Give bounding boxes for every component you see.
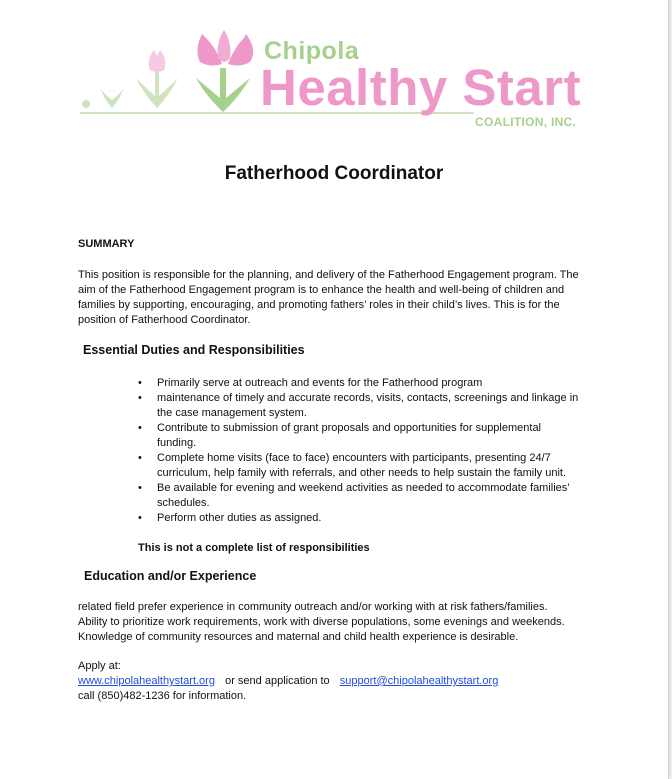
education-line: related field prefer experience in community outreach and/or working with at risk fathers/families.	[78, 601, 548, 613]
list-item-line: • Be available for evening and weekend activities as needed to accommodate families’	[157, 482, 570, 494]
education-heading: Education and/or Experience	[84, 569, 257, 583]
list-item-line: curriculum, help family with referrals, and other needs to help sustain the family unit.	[157, 467, 567, 479]
chipola-healthy-start-logo	[78, 24, 598, 134]
logo-healthy-start-text: Healthy Start	[260, 59, 582, 116]
duties-list	[137, 376, 587, 526]
website-link[interactable]: www.chipolahealthystart.org	[78, 675, 215, 687]
summary-paragraph	[78, 268, 598, 328]
list-item-line: • Contribute to submission of grant proposals and opportunities for supplemental	[157, 422, 542, 434]
list-item	[137, 451, 587, 481]
logo-chipola-text: Chipola	[264, 37, 360, 65]
education-line: Knowledge of community resources and maternal and child health experience is desirable.	[78, 631, 519, 643]
apply-line	[78, 674, 598, 689]
summary-line: aim of the Fatherhood Engagement program is to enhance the health and well-being of children and	[78, 284, 565, 296]
list-item-line: the case management system.	[157, 407, 307, 419]
summary-line: position of Fatherhood Coordinator.	[78, 314, 251, 326]
duties-heading: Essential Duties and Responsibilities	[83, 343, 305, 357]
duties-note: This is not a complete list of responsibilities	[138, 542, 370, 554]
education-line: Ability to prioritize work requirements, work with diverse populations, some evenings and weekends.	[78, 616, 565, 628]
list-item	[137, 481, 587, 511]
list-item-line: funding.	[157, 437, 197, 449]
list-item	[137, 391, 587, 421]
summary-line: This position is responsible for the planning, and delivery of the Fatherhood Engagement program. The	[78, 269, 579, 281]
list-item-line: schedules.	[157, 497, 210, 509]
list-item-line: • Complete home visits (face to face) encounters with participants, presenting 24/7	[157, 452, 551, 464]
summary-heading: SUMMARY	[78, 238, 135, 250]
list-item	[137, 376, 587, 391]
apply-section	[78, 659, 598, 704]
list-item	[137, 511, 587, 526]
phone-line: call (850)482-1236 for information.	[78, 690, 247, 702]
document-title: Fatherhood Coordinator	[224, 163, 444, 184]
apply-middle-text: or send application to	[225, 675, 330, 687]
list-item-line: • Perform other duties as assigned.	[157, 512, 322, 524]
apply-label: Apply at:	[78, 660, 121, 672]
logo-coalition-text: COALITION, INC.	[475, 115, 577, 129]
summary-line: families by supporting, encouraging, and promoting fathers’ roles in their child’s lives. This is for the	[78, 299, 560, 311]
list-item-line: • Primarily serve at outreach and events for the Fatherhood program	[157, 377, 483, 389]
list-item	[137, 421, 587, 451]
list-item-line: • maintenance of timely and accurate records, visits, contacts, screenings and linkage in	[157, 392, 579, 404]
email-link[interactable]: support@chipolahealthystart.org	[339, 675, 499, 687]
education-paragraph	[78, 600, 598, 645]
